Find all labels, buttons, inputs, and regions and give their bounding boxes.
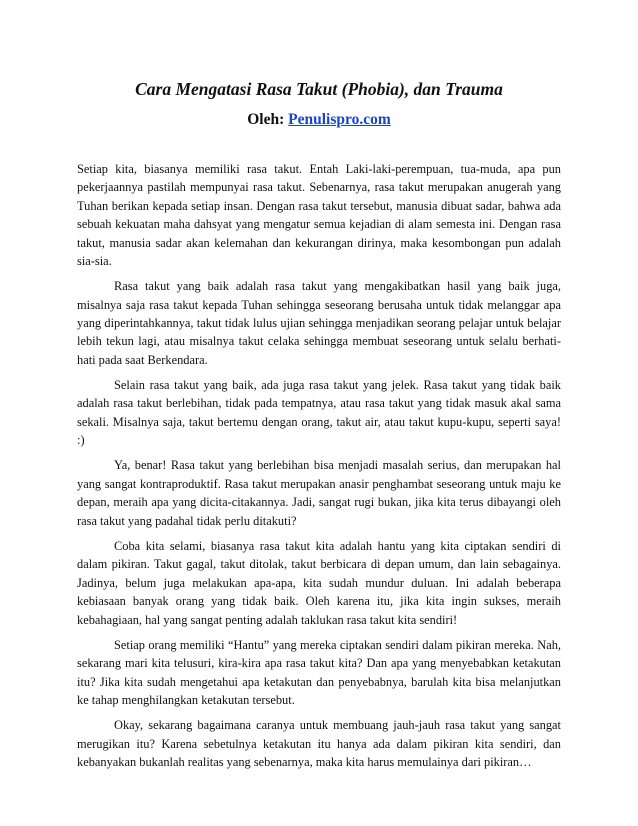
paragraph-6: Setiap orang memiliki “Hantu” yang mereka ciptakan sendiri dalam pikiran mereka. Nah, sekarang mari kita telusuri, kira-kira apa rasa takut kita? Dan apa yang menyebabkan ketakutan itu? Jika kita sudah mengetahui apa ketakutan dan penyebabnya, barulah kita bisa melanjutkan ke tahap menghilangkan ketakutan tersebut.	[77, 637, 561, 707]
paragraph-7: Okay, sekarang bagaimana caranya untuk membuang jauh-jauh rasa takut yang sangat merugikan itu? Karena sebetulnya ketakutan itu hanya ada dalam pikiran kita sendiri, dan kebanyakan bukanlah realitas yang sebenarnya, maka kita harus memulainya dari pikiran…	[77, 718, 561, 769]
paragraph-1: Setiap kita, biasanya memiliki rasa takut. Entah Laki-laki-perempuan, tua-muda, apa pun pekerjaannya pastilah mempunyai rasa takut. Sebenarnya, rasa takut merupakan anugerah yang Tuhan berikan kepada setiap insan. Dengan rasa takut tersebut, manusia dibuat sadar, bahwa ada sebuah kekuatan maha dahsyat yang mengatur semua kejadian di alam semesta ini. Dengan rasa takut, manusia sadar akan kelemahan dan kekurangan dirinya, maka kesombongan pun adalah sia-sia.	[77, 162, 561, 269]
document-title: Cara Mengatasi Rasa Takut (Phobia), dan Trauma	[135, 79, 503, 99]
paragraph-5: Coba kita selami, biasanya rasa takut kita adalah hantu yang kita ciptakan sendiri di dalam pikiran. Takut gagal, takut ditolak, takut berbicara di depan umum, dan lain sebagainya. Jadinya, belum juga melakukan apa-apa, kita sudah mundur duluan. Ini adalah beberapa kebiasaan banyak orang yang tidak baik. Oleh karena itu, jika kita ingin sukses, meraih kebahagiaan, hal yang sangat penting adalah taklukan rasa takut kita sendiri!	[77, 538, 561, 627]
byline	[77, 110, 561, 130]
byline-prefix: Oleh:	[247, 111, 289, 128]
paragraph-4: Ya, benar! Rasa takut yang berlebihan bisa menjadi masalah serius, dan merupakan hal yang sangat kontraproduktif. Rasa takut merupakan anasir penghambat seseorang untuk maju ke depan, meraih apa yang dicita-citakannya. Jadi, sangat rugi bukan, jika kita terus dibayangi oleh rasa takut yang padahal tidak perlu ditakuti?	[77, 458, 561, 528]
article-body	[77, 160, 561, 771]
byline-link[interactable]: Penulispro.com	[288, 111, 391, 128]
paragraph-3: Selain rasa takut yang baik, ada juga rasa takut yang jelek. Rasa takut yang tidak baik adalah rasa takut berlebihan, tidak pada tempatnya, atau rasa takut yang tidak masuk akal sama sekali. Misalnya saja, takut bertemu dengan orang, takut air, atau takut kupu-kupu, seperti saya! :)	[77, 378, 561, 448]
paragraph-2: Rasa takut yang baik adalah rasa takut yang mengakibatkan hasil yang baik juga, misalnya saja rasa takut kepada Tuhan sehingga seseorang berusaha untuk tidak melanggar apa yang diperintahkannya, takut tidak lulus ujian sehingga menjadikan seorang pelajar untuk belajar lebih tekun lagi, atau misalnya takut celaka sehingga membuat seseorang untuk selalu berhati-hati pada saat Berkendara.	[77, 279, 561, 367]
